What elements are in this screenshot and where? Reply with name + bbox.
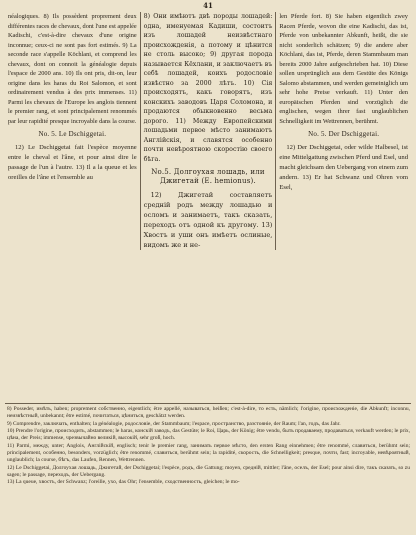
footnotes — [7, 406, 410, 487]
french-column — [5, 12, 140, 250]
german-column — [276, 12, 411, 250]
footnote-11: 11) Parmi, между, unter; Anglois, Англійскій, englisch; tenir le premier rang, занимать первое мѣсто, den ersten Rang einnehmen; être renommé, славиться, berühmt sein; principalement, особенно, besonders, vorzüglich; être renommé, славиться, berühmt sein; la rapidité, скорость, die Schnelligkeit; presque, почти, fast; incroyable, невѣроятный, unglaublich; la course, бѣгъ, das Laufen, Rennen, Wettrennen. — [7, 442, 410, 464]
footnote-10: 10) Prendre l'origine, происходить, abstammen; le haras, конскій заводъ, das Gestüte; le Roi, Царь, der König; être vendu, быть продаваему, продаваться, verkauft werden; le prix, цѣна, der Preis; immense, чрезвычайно великій, высокій, sehr groß, hoch. — [7, 428, 410, 442]
russian-paragraph-top — [144, 12, 273, 164]
german-paragraph-top — [279, 12, 408, 126]
russian-paragraph-bottom: 12) Джигетай составляетъ средній родъ между лошадью и осломъ и занимаетъ, такъ сказать, переходъ отъ одной къ другому. 13) Хвостъ и уши онъ имѣетъ ослиные, видомъ же и не- — [143, 191, 273, 249]
footnote-8: 8) Posseder, имѣть, haben; proprement собственно, eigentlich; être appellé, называться, heißen; c'est-à-dire, то есть, nämlich; l'origine, происхожденіе, die Abkunft; inconnu, неизвѣстный, unbekannt; être estimé, почитаться, цѣниться, geschätzt werden. — [7, 406, 410, 420]
page-number: 41 — [203, 1, 213, 10]
footnote-9: 9) Comprendre, заключать, enthalten; la généalogie, родословіе, der Stammbaum; l'espace, пространство, разстояніе, der Raum; l'an, годъ, das Jahr. — [7, 420, 341, 427]
footnote-12: 12) Le Dschiggetai, Долгоухая лошадь, Джигетай, der Dschiggetai; l'espèce, родъ, die Gattung; moyen, средній, mittler; l'âne, оселъ, der Esel; pour ainsi dire, такъ сказать, so zu sagen; le passage, переходъ, der Uebergang. — [7, 464, 410, 479]
russian-heading: No.5. Долгоухая лошадь, или Джигетай (E. hemionus). — [151, 168, 265, 185]
german-paragraph-bottom: 12) Der Dschiggetai, oder wilde Halbesel, ist eine Mittelgattung zwischen Pferd und Esel, und macht gleichsam den Uebergang von einem zum andern. 13) Er hat Schwanz und Ohren vom Esel, — [279, 144, 409, 191]
french-heading: No. 5. Le Dschiggetai. — [38, 130, 107, 138]
footnote-13: 13) La queue, хвостъ, der Schwanz; l'oreille, ухо, das Ohr; l'ensemble, сходственность, gleichen; le mo- — [7, 479, 240, 486]
russian-top-text: 8) Они имѣютъ двѣ породы лошадей: одна, именуемая Кадиши, состоитъ изъ лошадей неизвѣстнаго происхожденія, а потому и цѣнится не столь высоко; 9) другая порода называется Кёхлани, и заключаетъ въ себѣ лошадей, коихъ родословіе извѣстно за 2000 лѣтъ. 10) Сія происходятъ, какъ говорятъ, изъ конскихъ заводовъ Царя Соломона, и продаются обыкновенно весьма дорого. 11) Между Европейскими лошадьми первое мѣсто занимаютъ Англійскія, и славятся особенно почти невѣроятною скоростію своего бѣга. — [143, 13, 273, 163]
footnote-divider — [5, 403, 411, 404]
russian-column — [140, 12, 277, 250]
german-heading: No. 5. Der Dschiggetai. — [308, 130, 380, 138]
german-top-text: len Pferde fort. 8) Sie haben eigentlich zwey Racen Pferde, wovon die eine Kadischi, das ist, Pferde von unbekannter Abkunft, heißt, die sie nicht sonderlich schätzen; 9) die andere aber Köchlani, das ist, Pferde, deren Stammbaum man bereits 2000 Jahre aufgeschrieben hat. 10) Diese sollen ursprünglich aus dem Gestüte des Königs Salomo abstammen, und werden gemeiniglich um sehr hohe Preise verkauft. 11) Unter den europäischen Pferden sind vorzüglich die englischen, wegen ihrer fast unglaublichen Schnelligkeit im Wettrennen, berühmt. — [279, 13, 409, 125]
french-paragraph-top — [8, 12, 137, 126]
french-paragraph-bottom: 12) Le Dschiggetai fait l'espèce moyenne entre le cheval et l'âne, et pour ainsi dire le passage de l'un à l'autre. 13) Il a la queue et les oreilles de l'âne et l'ensemble au — [8, 144, 137, 181]
three-column-text — [5, 12, 411, 250]
french-top-text: néalogiques. 8) Ils possèdent proprement deux différentes races de chevaux, dont l'une est appelée Kadischi, c'est-à-dire chevaux d'une origine inconnue; ceux-ci ne sont pas fort estimés. 9) La seconde race s'appelle Köchlani, et comprend les chevaux, dont on connoit la généalogie depuis l'espace de 2000 ans. 10) Ils ont pris, dit-on, leur origine dans les haras du Roi Salomon, et sont ordinairement vendus à des prix immenses. 11) Parmi les chevaux de l'Europe les anglois tiennent le premier rang, et sont principalement renommés par leur rapidité presque incroyable dans la course. — [8, 13, 137, 125]
